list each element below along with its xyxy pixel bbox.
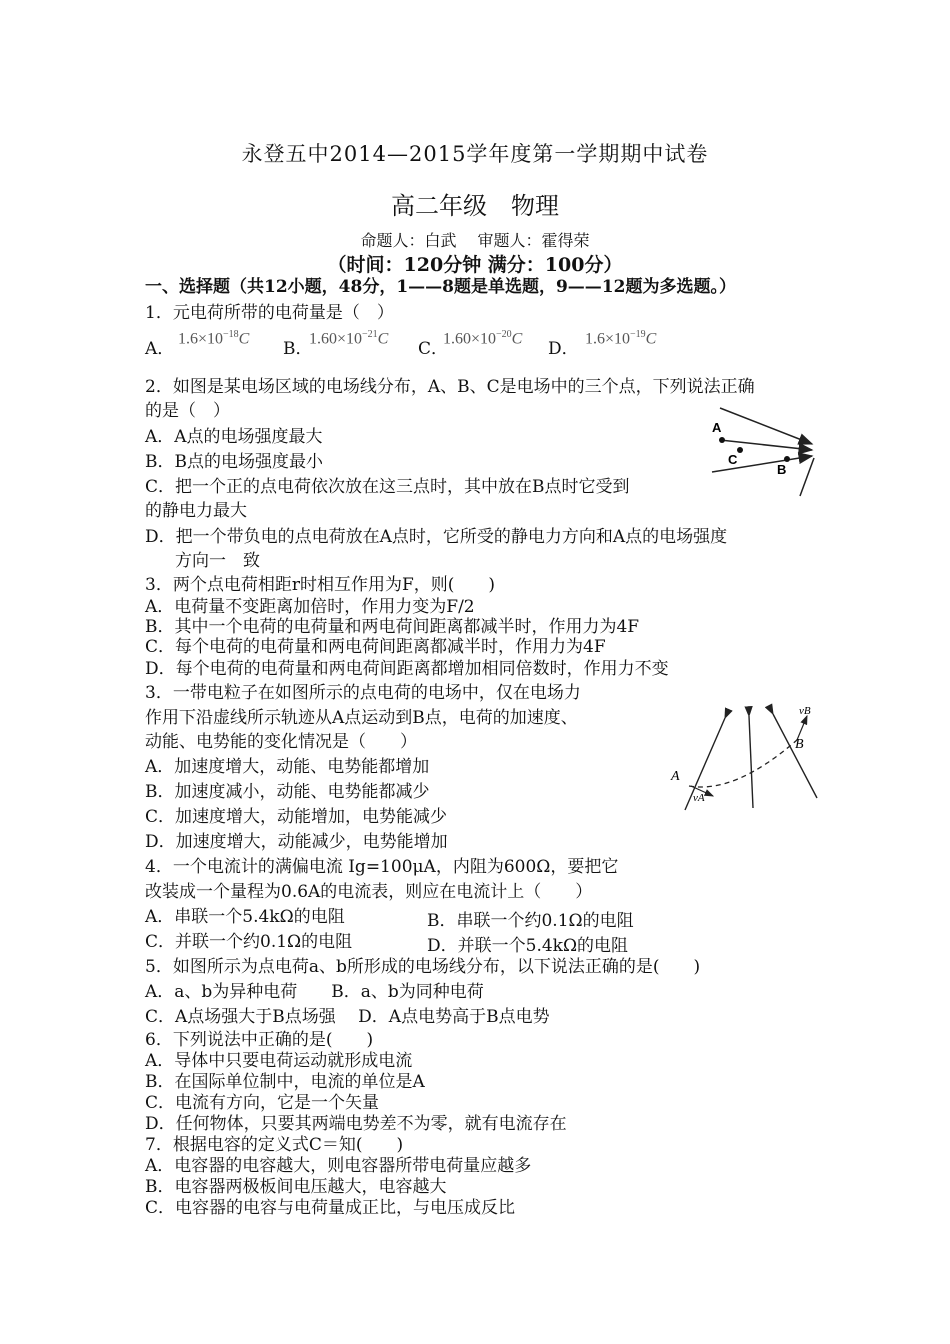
q1-label-a: A． xyxy=(145,339,175,359)
q3-option-d: D．每个电荷的电荷量和两电荷间距离都增加相同倍数时，作用力不变 xyxy=(145,659,669,679)
exam-title: 永登五中2014—2015学年度第一学期期中试卷 xyxy=(241,142,709,166)
q7-option-b: B．电容器两极板间电压越大，电容越大 xyxy=(145,1177,447,1197)
q3b-stem-line3: 动能、电势能的变化情况是（ ） xyxy=(145,732,417,752)
q2-point-c-label: C xyxy=(728,452,738,467)
q3b-stem-line1: 3．一带电粒子在如图所示的点电荷的电场中，仅在电场力 xyxy=(145,683,581,703)
q2-option-c-line2: 的静电力最大 xyxy=(145,501,247,521)
q2-option-b: B．B点的电场强度最小 xyxy=(145,452,323,472)
q6-option-c: C．电流有方向，它是一个矢量 xyxy=(145,1093,380,1113)
q4-option-c: C．并联一个约0.1Ω的电阻 xyxy=(145,932,353,952)
q3b-trajectory-diagram xyxy=(665,700,830,815)
q3b-stem-line2: 作用下沿虚线所示轨迹从A点运动到B点，电荷的加速度、 xyxy=(145,708,578,728)
q3b-velocity-a-label: vA xyxy=(693,792,705,804)
q3b-point-b-label: B xyxy=(795,737,804,752)
q1-label-d: D． xyxy=(548,339,579,359)
q3-option-a: A．电荷量不变距离加倍时，作用力变为F/2 xyxy=(145,597,475,617)
q5-options-ab: A．a、b为异种电荷 B．a、b为同种电荷 xyxy=(145,982,484,1002)
q3b-option-a: A．加速度增大，动能、电势能都增加 xyxy=(145,757,430,777)
q2-point-a-label: A xyxy=(712,420,722,435)
q3-stem: 3．两个点电荷相距r时相互作用为F，则( ) xyxy=(145,575,496,595)
q3b-point-a-label: A xyxy=(671,769,680,784)
q1-value-a: $1.6\times 10^{-18}C$ xyxy=(178,329,250,348)
q5-options-cd: C．A点场强大于B点场强 D．A点电势高于B点电势 xyxy=(145,1007,550,1027)
q3-option-b: B．其中一个电荷的电荷量和两电荷间距离都减半时，作用力为4F xyxy=(145,617,640,637)
q4-option-d: D．并联一个5.4kΩ的电阻 xyxy=(427,936,629,956)
q1-label-c: C． xyxy=(418,339,449,359)
q3b-velocity-b-label: vB xyxy=(799,705,811,717)
q6-option-a: A．导体中只要电荷运动就形成电流 xyxy=(145,1051,413,1071)
q4-stem-line1: 4．一个电流计的满偏电流 Ig=100μA，内阻为600Ω，要把它 xyxy=(145,857,619,877)
q6-option-b: B．在国际单位制中，电流的单位是A xyxy=(145,1072,425,1092)
q7-option-c: C．电容器的电容与电荷量成正比，与电压成反比 xyxy=(145,1198,516,1218)
q3-option-c: C．每个电荷的电荷量和两电荷间距离都减半时，作用力为4F xyxy=(145,637,606,657)
q6-option-d: D．任何物体，只要其两端电势差不为零，就有电流存在 xyxy=(145,1114,567,1134)
q2-field-line-diagram xyxy=(700,400,825,510)
section-heading: 一、选择题（共12小题，48分，1——8题是单选题，9——12题为多选题。） xyxy=(145,277,736,297)
exam-timing: （时间：120分钟 满分：100分） xyxy=(327,254,623,276)
q4-stem-line2: 改装成一个量程为0.6A的电流表，则应在电流计上（ ） xyxy=(145,882,593,902)
q2-stem-line2: 的是（ ） xyxy=(145,401,230,421)
q1-label-b: B． xyxy=(283,339,313,359)
q3b-option-d: D．加速度增大，动能减少，电势能增加 xyxy=(145,832,448,852)
q4-option-b: B．串联一个约0.1Ω的电阻 xyxy=(427,911,634,931)
exam-subtitle: 高二年级 物理 xyxy=(391,192,559,220)
q7-option-a: A．电容器的电容越大，则电容器所带电荷量应越多 xyxy=(145,1156,532,1176)
q2-option-d-line1: D．把一个带负电的点电荷放在A点时，它所受的静电力方向和A点的电场强度 xyxy=(145,527,728,547)
exam-authors: 命题人：白武 审题人：霍得荣 xyxy=(360,231,590,250)
q1-value-d: $1.6\times 10^{-19}C$ xyxy=(585,329,657,348)
q2-option-d-line2: 方向一 致 xyxy=(175,551,260,571)
q2-stem-line1: 2．如图是某电场区域的电场线分布，A、B、C是电场中的三个点，下列说法正确 xyxy=(145,377,755,397)
q1-value-b: $1.60\times 10^{-21}C$ xyxy=(309,329,389,348)
q2-option-c-line1: C．把一个正的点电荷依次放在这三点时，其中放在B点时它受到 xyxy=(145,477,630,497)
q2-point-b-label: B xyxy=(777,462,787,477)
q6-stem: 6．下列说法中正确的是( ) xyxy=(145,1030,374,1050)
q2-option-a: A．A点的电场强度最大 xyxy=(145,427,323,447)
q3b-option-c: C．加速度增大，动能增加，电势能减少 xyxy=(145,807,448,827)
q7-stem: 7．根据电容的定义式C＝知( ) xyxy=(145,1135,404,1155)
q3b-option-b: B．加速度减小，动能、电势能都减少 xyxy=(145,782,430,802)
q5-stem: 5．如图所示为点电荷a、b所形成的电场线分布，以下说法正确的是( ) xyxy=(145,957,701,977)
q1-value-c: $1.60\times 10^{-20}C$ xyxy=(443,329,523,348)
q1-stem: 1．元电荷所带的电荷量是（ ） xyxy=(145,303,394,323)
q4-option-a: A．串联一个5.4kΩ的电阻 xyxy=(145,907,345,927)
